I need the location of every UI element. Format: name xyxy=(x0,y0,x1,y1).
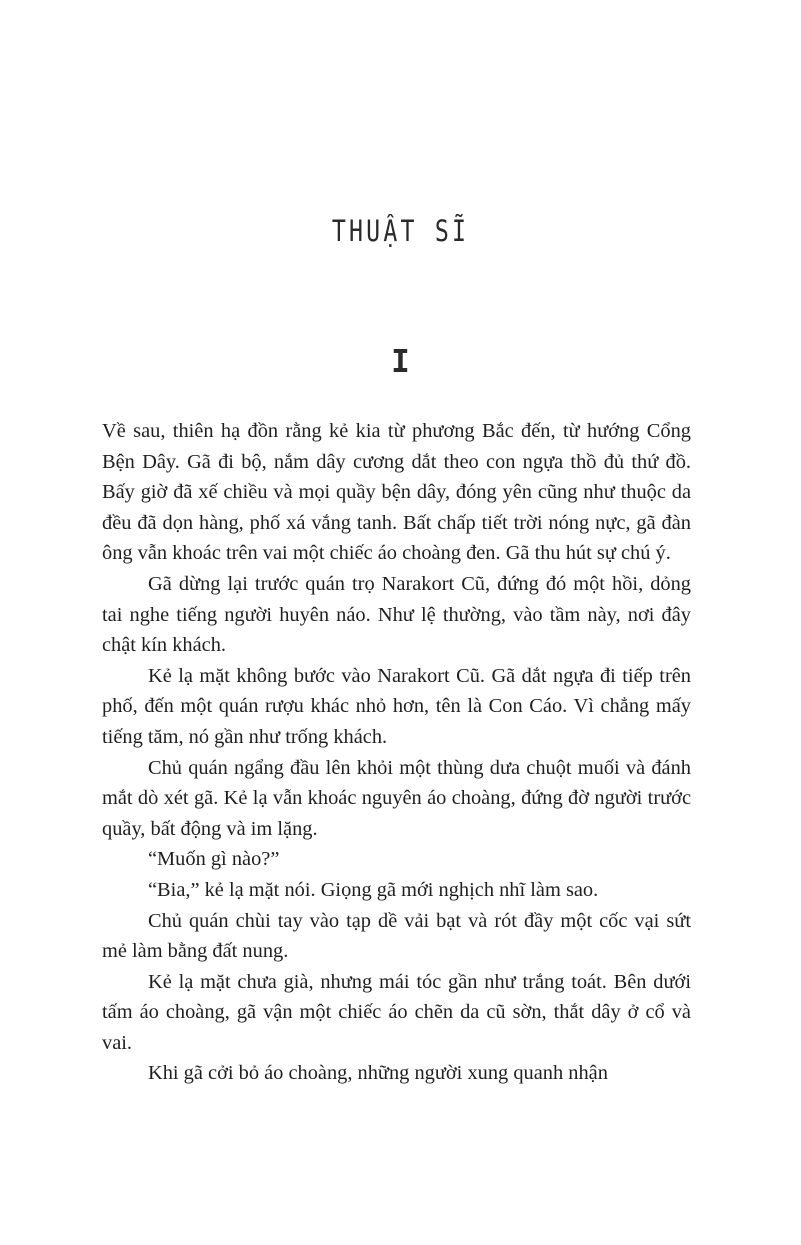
paragraph-2: Gã dừng lại trước quán trọ Narakort Cũ, đứng đó một hồi, dỏng tai nghe tiếng người huyên náo. Như lệ thường, vào tầm này, nơi đây chật kín khách. xyxy=(102,572,691,657)
paragraph-6: “Bia,” kẻ lạ mặt nói. Giọng gã mới nghịch nhĩ làm sao. xyxy=(148,878,599,901)
chapter-title: THUẬT SĨ xyxy=(331,214,470,248)
paragraph-4: Chủ quán ngẩng đầu lên khỏi một thùng dưa chuột muối và đánh mắt dò xét gã. Kẻ lạ vẫn khoác nguyên áo choàng, đứng đờ người trước quầy, bất động và im lặng. xyxy=(102,756,691,840)
paragraph-1: Về sau, thiên hạ đồn rằng kẻ kia từ phương Bắc đến, từ hướng Cổng Bện Dây. Gã đi bộ, nắm dây cương dắt theo con ngựa thồ đủ thứ đồ. Bấy giờ đã xế chiều và mọi quầy bện dây, đóng yên cũng như thuộc da đều đã dọn hàng, phố xá vắng tanh. Bất chấp tiết trời nóng nực, gã đàn ông vẫn khoác trên vai một chiếc áo choàng đen. Gã thu hút sự chú ý. xyxy=(102,420,691,565)
paragraph-7: Chủ quán chùi tay vào tạp dề vải bạt và rót đầy một cốc vại sứt mẻ làm bằng đất nung. xyxy=(102,909,691,963)
section-number: I xyxy=(391,344,410,380)
paragraph-8: Kẻ lạ mặt chưa già, nhưng mái tóc gần như trắng toát. Bên dưới tấm áo choàng, gã vận một chiếc áo chẽn da cũ sờn, thắt dây ở cổ và vai. xyxy=(102,970,691,1054)
paragraph-5: “Muốn gì nào?” xyxy=(148,848,280,871)
paragraph-3: Kẻ lạ mặt không bước vào Narakort Cũ. Gã dắt ngựa đi tiếp trên phố, đến một quán rượu khác nhỏ hơn, tên là Con Cáo. Vì chẳng mấy tiếng tăm, nó gần như trống khách. xyxy=(102,664,691,748)
paragraph-9: Khi gã cởi bỏ áo choàng, những người xung quanh nhận xyxy=(148,1062,608,1085)
body-text xyxy=(102,416,691,1089)
